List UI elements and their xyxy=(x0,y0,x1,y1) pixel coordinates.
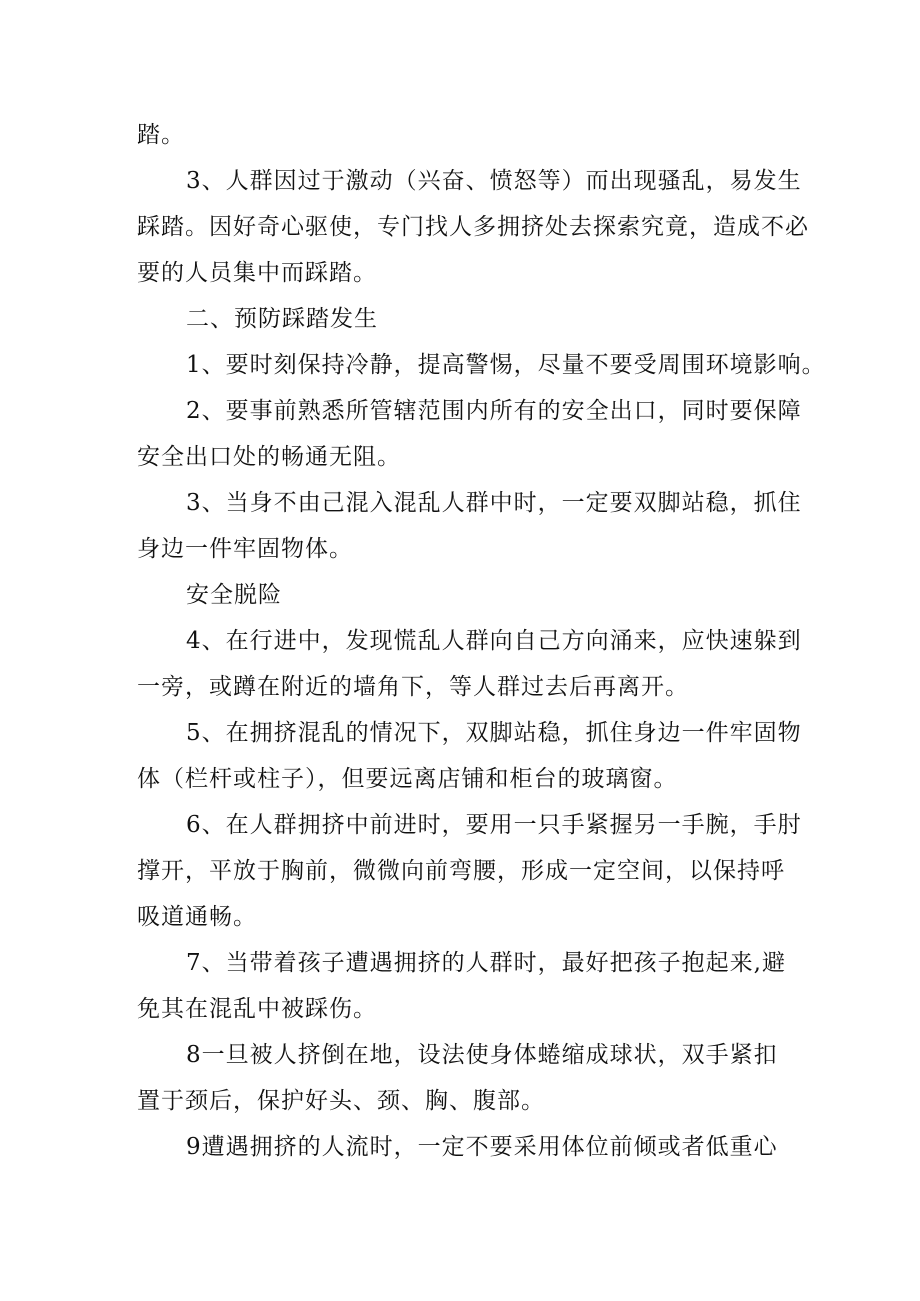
text-line: 体（栏杆或柱子），但要远离店铺和柜台的玻璃窗。 xyxy=(137,766,678,792)
text-line: 4、在行进中，发现慌乱人群向自己方向涌来，应快速躲到 xyxy=(186,628,802,654)
text-line: 7、当带着孩子遭遇拥挤的人群时，最好把孩子抱起来,避 xyxy=(186,950,786,976)
text-line: 置于颈后，保护好头、颈、胸、腹部。 xyxy=(137,1088,545,1114)
text-line: 安全出口处的畅通无阻。 xyxy=(137,444,401,470)
text-line: 8一旦被人挤倒在地，设法使身体蜷缩成球状，双手紧扣 xyxy=(186,1042,778,1068)
text-line: 2、要事前熟悉所管辖范围内所有的安全出口，同时要保障 xyxy=(186,398,802,424)
text-line: 吸道通畅。 xyxy=(137,904,257,930)
text-line: 一旁，或蹲在附近的墙角下，等人群过去后再离开。 xyxy=(137,674,689,700)
section-heading: 安全脱险 xyxy=(186,582,282,608)
text-line: 身边一件牢固物体。 xyxy=(137,536,353,562)
text-line: 踏。 xyxy=(137,122,185,148)
text-line: 9遭遇拥挤的人流时，一定不要采用体位前倾或者低重心 xyxy=(186,1134,778,1160)
document-body xyxy=(137,112,826,1170)
text-line: 撑开，平放于胸前，微微向前弯腰，形成一定空间，以保持呼 xyxy=(137,858,785,884)
section-heading: 二、预防踩踏发生 xyxy=(186,306,378,332)
text-line: 1、要时刻保持冷静，提高警惕，尽量不要受周围环境影响。 xyxy=(186,352,826,378)
text-line: 5、在拥挤混乱的情况下，双脚站稳，抓住身边一件牢固物 xyxy=(186,720,802,746)
text-line: 3、当身不由己混入混乱人群中时，一定要双脚站稳，抓住 xyxy=(186,490,802,516)
text-line: 要的人员集中而踩踏。 xyxy=(137,260,377,286)
text-line: 6、在人群拥挤中前进时，要用一只手紧握另一手腕，手肘 xyxy=(186,812,802,838)
text-line: 踩踏。因好奇心驱使，专门找人多拥挤处去探索究竟，造成不必 xyxy=(137,214,809,240)
text-line: 3、人群因过于激动（兴奋、愤怒等）而出现骚乱，易发生 xyxy=(186,168,802,194)
text-line: 免其在混乱中被踩伤。 xyxy=(137,996,377,1022)
